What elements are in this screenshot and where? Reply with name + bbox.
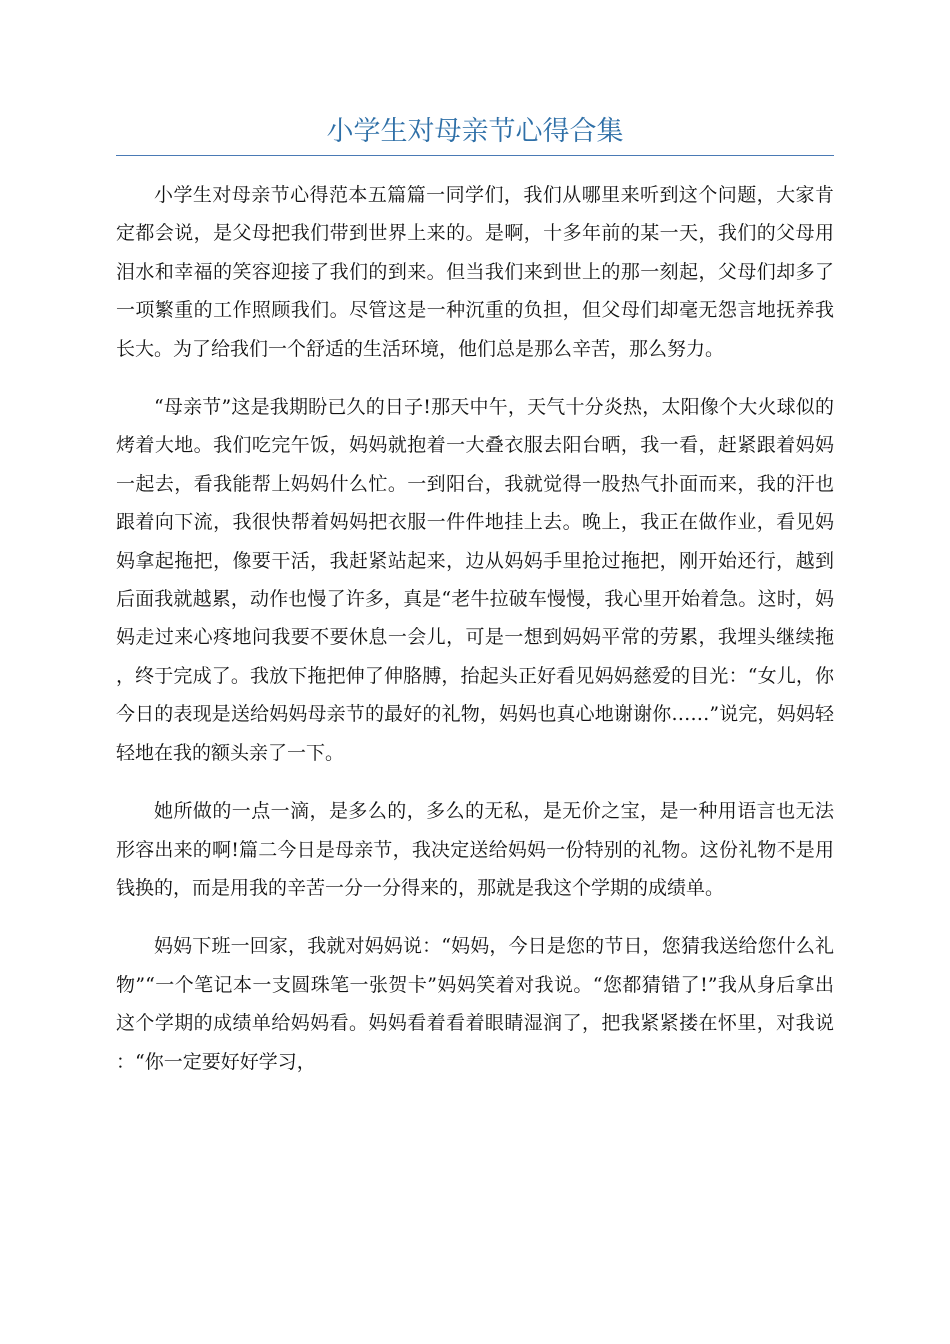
paragraph-2: “母亲节”这是我期盼已久的日子!那天中午，天气十分炎热，太阳像个大火球似的烤着大地。我们吃完午饭，妈妈就抱着一大叠衣服去阳台晒，我一看，赶紧跟着妈妈一起去，看我能帮上妈妈什么忙。一到阳台，我就觉得一股热气扑面而来，我的汗也跟着向下流，我很快帮着妈妈把衣服一件件地挂上去。晚上，我正在做作业，看见妈妈拿起拖把，像要干活，我赶紧站起来，边从妈妈手里抢过拖把，刚开始还行，越到后面我就越累，动作也慢了许多，真是“老牛拉破车慢慢，我心里开始着急。这时，妈妈走过来心疼地问我要不要休息一会儿，可是一想到妈妈平常的劳累，我埋头继续拖，终于完成了。我放下拖把伸了伸胳膊，抬起头正好看见妈妈慈爱的目光：“女儿，你今日的表现是送给妈妈母亲节的最好的礼物，妈妈也真心地谢谢你……”说完，妈妈轻轻地在我的额头亲了一下。 <box>116 396 834 764</box>
document-title: 小学生对母亲节心得合集 <box>326 116 624 147</box>
paragraph-1: 小学生对母亲节心得范本五篇篇一同学们，我们从哪里来听到这个问题，大家肯定都会说，是父母把我们带到世界上来的。是啊，十多年前的某一天，我们的父母用泪水和幸福的笑容迎接了我们的到来。但当我们来到世上的那一刻起，父母们却多了一项繁重的工作照顾我们。尽管这是一种沉重的负担，但父母们却毫无怨言地抚养我长大。为了给我们一个舒适的生活环境，他们总是那么辛苦，那么努力。 <box>116 184 834 360</box>
title-underline <box>116 155 834 156</box>
paragraph-4: 妈妈下班一回家，我就对妈妈说：“妈妈，今日是您的节日，您猜我送给您什么礼物”“一个笔记本一支圆珠笔一张贺卡”妈妈笑着对我说。“您都猜错了!”我从身后拿出这个学期的成绩单给妈妈看。妈妈看着看着眼睛湿润了，把我紧紧搂在怀里，对我说：“你一定要好好学习， <box>116 935 834 1073</box>
document-body <box>116 176 834 1101</box>
paragraph-3: 她所做的一点一滴，是多么的，多么的无私，是无价之宝，是一种用语言也无法形容出来的啊!篇二今日是母亲节，我决定送给妈妈一份特别的礼物。这份礼物不是用钱换的，而是用我的辛苦一分一分得来的，那就是我这个学期的成绩单。 <box>116 800 834 899</box>
